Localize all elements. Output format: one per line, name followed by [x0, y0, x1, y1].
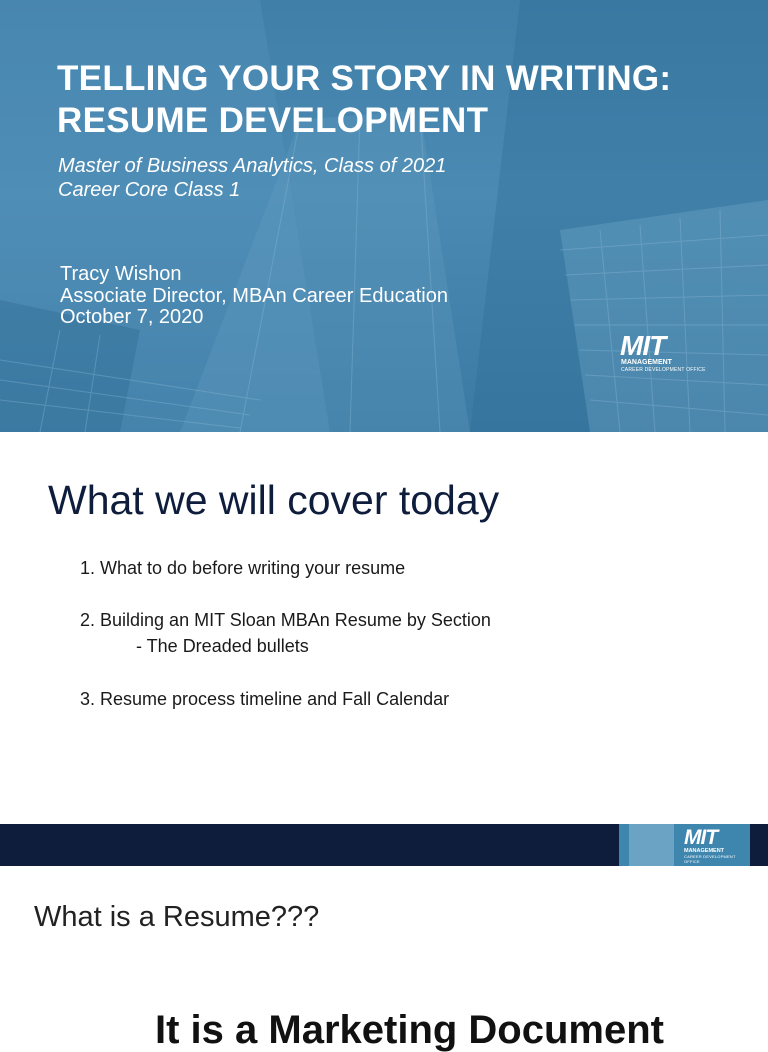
presenter-role: Associate Director, MBAn Career Education — [60, 284, 448, 307]
slide-title: What is a Resume??? — [34, 901, 320, 933]
presenter-name: Tracy Wishon — [60, 263, 182, 285]
agenda-item — [80, 557, 405, 579]
title-line: TELLING YOUR STORY IN WRITING: — [57, 59, 672, 98]
logo-mit-text: MIT — [684, 826, 718, 849]
agenda-item-text: 3. Resume process timeline and Fall Calendar — [80, 689, 450, 709]
mit-management-logo — [620, 330, 706, 373]
header-band — [0, 824, 768, 866]
presentation-title — [57, 58, 757, 142]
presentation-date: October 7, 2020 — [60, 306, 204, 328]
title-slide — [0, 0, 768, 432]
agenda-item-text: 1. What to do before writing your resume — [80, 558, 406, 578]
title-line: RESUME DEVELOPMENT — [57, 101, 489, 140]
agenda-title: What we will cover today — [48, 477, 500, 523]
logo-mit-text: MIT — [620, 330, 666, 361]
resume-definition-slide — [0, 824, 768, 1052]
logo-office-text: CAREER DEVELOPMENT OFFICE — [684, 854, 736, 864]
logo-box — [674, 824, 750, 866]
agenda-slide — [0, 432, 768, 824]
logo-office-text: CAREER DEVELOPMENT OFFICE — [621, 367, 706, 373]
marketing-document-heading: It is a Marketing Document — [155, 1008, 664, 1052]
mit-management-logo — [684, 828, 750, 864]
agenda-subitem-text: - The Dreaded bullets — [136, 636, 309, 656]
logo-management-text: MANAGEMENT — [684, 848, 725, 854]
logo-management-text: MANAGEMENT — [621, 359, 672, 366]
accent-strip — [629, 824, 674, 866]
agenda-item — [80, 688, 449, 710]
presenter-info — [60, 264, 448, 329]
accent-strip — [619, 824, 629, 866]
agenda-item-text: 2. Building an MIT Sloan MBAn Resume by Section — [80, 610, 491, 630]
accent-strip — [750, 824, 768, 866]
subtitle-line: Master of Business Analytics, Class of 2021 — [58, 155, 447, 177]
subtitle — [58, 154, 446, 202]
subtitle-line: Career Core Class 1 — [58, 179, 241, 201]
agenda-item — [80, 609, 491, 656]
